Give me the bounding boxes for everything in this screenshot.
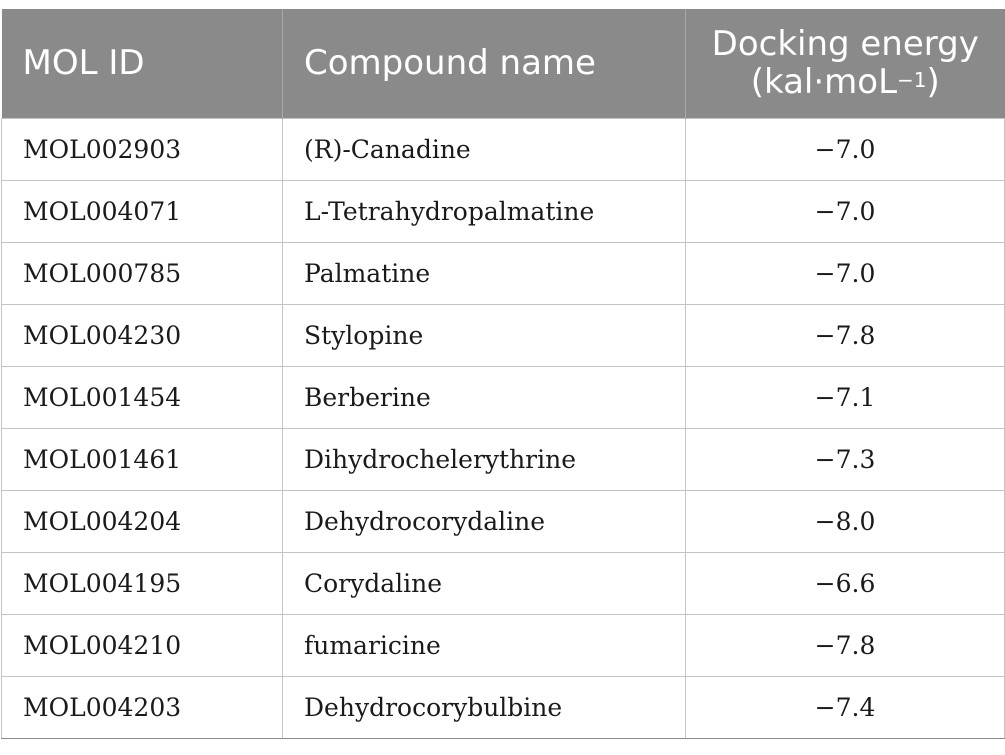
table-row <box>2 366 1005 428</box>
cell-docking-energy: −7.8 <box>686 614 1005 676</box>
cell-mol-id: MOL004203 <box>2 676 283 738</box>
cell-mol-id: MOL000785 <box>2 242 283 304</box>
cell-compound-name: Dehydrocorydaline <box>283 490 686 552</box>
unit-exponent: −1 <box>897 68 927 93</box>
table-row <box>2 552 1005 614</box>
cell-compound-name: Dihydrochelerythrine <box>283 428 686 490</box>
table-row <box>2 676 1005 738</box>
cell-docking-energy: −7.0 <box>686 180 1005 242</box>
header-docking-energy-unit <box>686 63 1005 101</box>
cell-mol-id: MOL004210 <box>2 614 283 676</box>
table-row <box>2 428 1005 490</box>
header-docking-energy-line1: Docking energy <box>711 24 979 65</box>
cell-mol-id: MOL004204 <box>2 490 283 552</box>
table-row <box>2 490 1005 552</box>
unit-close: ) <box>926 62 940 103</box>
cell-docking-energy: −7.0 <box>686 242 1005 304</box>
cell-compound-name: fumaricine <box>283 614 686 676</box>
table-row <box>2 180 1005 242</box>
cell-mol-id: MOL004071 <box>2 180 283 242</box>
cell-mol-id: MOL001461 <box>2 428 283 490</box>
cell-docking-energy: −7.0 <box>686 118 1005 180</box>
cell-compound-name: L-Tetrahydropalmatine <box>283 180 686 242</box>
table-row <box>2 614 1005 676</box>
header-docking-energy <box>686 9 1005 118</box>
cell-mol-id: MOL002903 <box>2 118 283 180</box>
cell-compound-name: (R)-Canadine <box>283 118 686 180</box>
header-mol-id: MOL ID <box>2 9 283 118</box>
docking-table-container <box>1 9 1004 739</box>
cell-docking-energy: −7.4 <box>686 676 1005 738</box>
table-row <box>2 304 1005 366</box>
table-row <box>2 118 1005 180</box>
table-body <box>2 118 1005 738</box>
cell-compound-name: Stylopine <box>283 304 686 366</box>
cell-docking-energy: −7.3 <box>686 428 1005 490</box>
cell-mol-id: MOL004230 <box>2 304 283 366</box>
cell-docking-energy: −7.8 <box>686 304 1005 366</box>
docking-energy-table <box>1 9 1005 739</box>
table-header <box>2 9 1005 118</box>
cell-docking-energy: −7.1 <box>686 366 1005 428</box>
cell-docking-energy: −6.6 <box>686 552 1005 614</box>
cell-compound-name: Berberine <box>283 366 686 428</box>
header-row <box>2 9 1005 118</box>
cell-mol-id: MOL001454 <box>2 366 283 428</box>
header-compound-name: Compound name <box>283 9 686 118</box>
cell-mol-id: MOL004195 <box>2 552 283 614</box>
cell-compound-name: Corydaline <box>283 552 686 614</box>
cell-compound-name: Palmatine <box>283 242 686 304</box>
cell-compound-name: Dehydrocorybulbine <box>283 676 686 738</box>
table-row <box>2 242 1005 304</box>
unit-base: (kal·moL <box>750 62 898 103</box>
cell-docking-energy: −8.0 <box>686 490 1005 552</box>
